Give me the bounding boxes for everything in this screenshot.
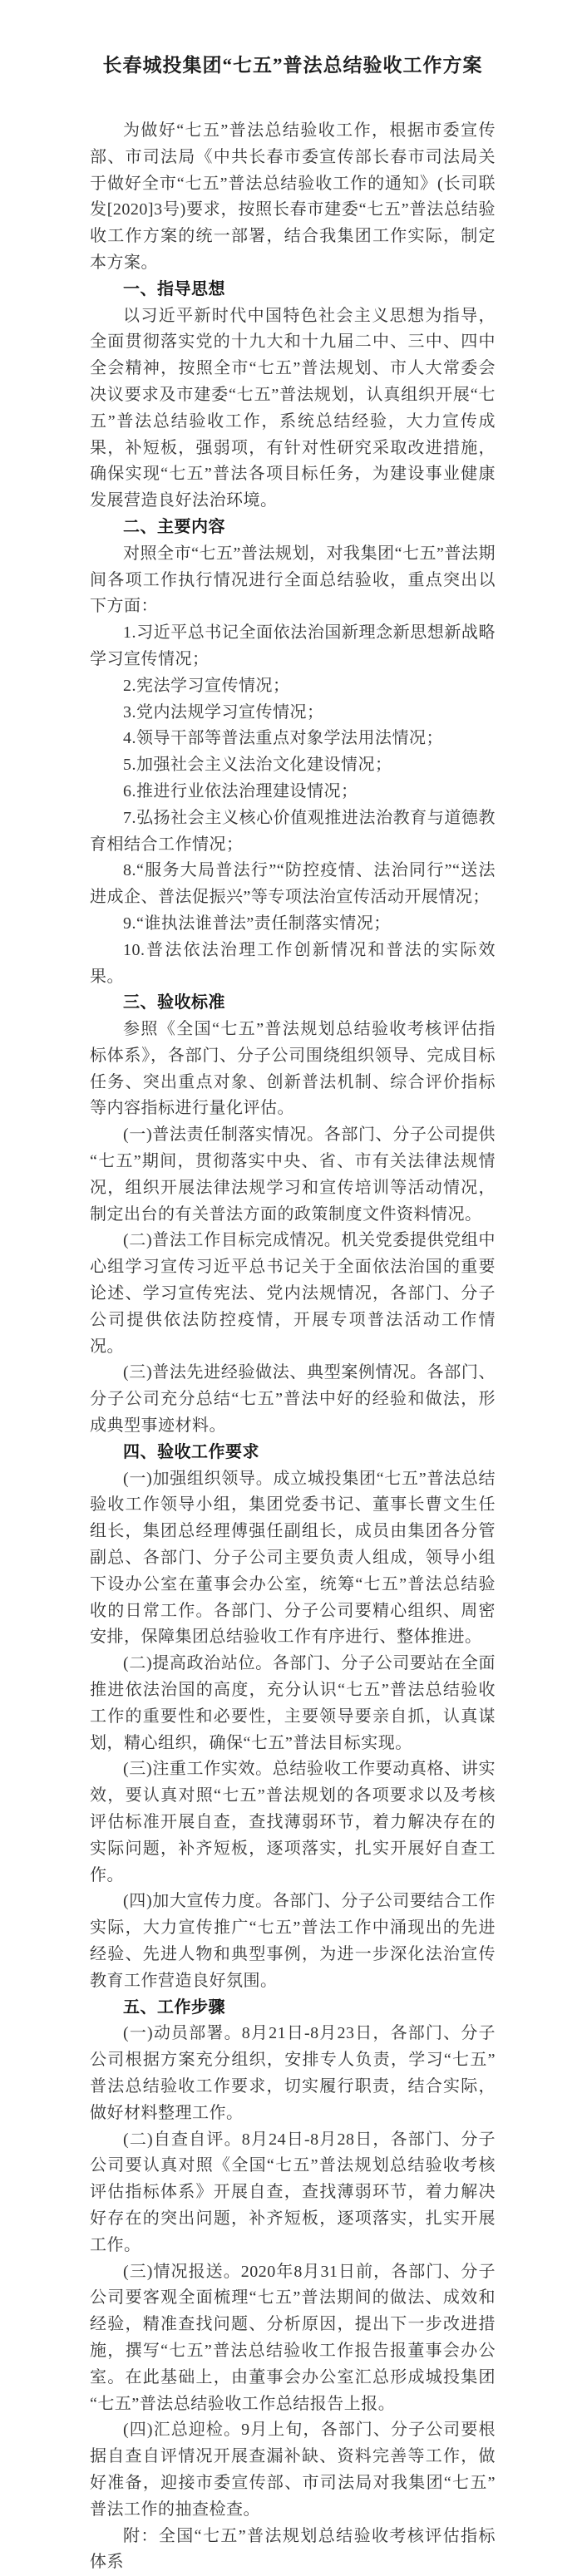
doc-paragraph: (一)加强组织领导。成立城投集团“七五”普法总结验收工作领导小组，集团党委书记、董事长曹文生任组长，集团总经理傅强任副组长，成员由集团各分管副总、各部门、分子公司主要负责人组成，领导小组下设办公室在董事会办公室，统筹“七五”普法总结验收的日常工作。各部门、分子公司要精心组织、周密安排，保障集团总结验收工作有序进行、整体推进。 — [90, 1469, 496, 1647]
list-item-6: 6.推进行业依法治理建设情况； — [123, 781, 358, 800]
doc-paragraph: (一)普法责任制落实情况。各部门、分子公司提供“七五”期间，贯彻落实中央、省、市有关法律法规情况，组织开展法律法规学习和宣传培训等活动情况，制定出台的有关普法方面的政策制度文件资料情况。 — [90, 1125, 496, 1224]
doc-paragraph: 参照《全国“七五”普法规划总结验收考核评估指标体系》，各部门、分子公司围绕组织领导、完成目标任务、突出重点对象、创新普法机制、综合评价指标等内容指标进行量化评估。 — [90, 1020, 496, 1118]
section-heading-2: 二、主要内容 — [123, 517, 225, 536]
section-heading-4: 四、验收工作要求 — [123, 1442, 259, 1461]
doc-paragraph: (三)情况报送。2020年8月31日前，各部门、分子公司要客观全面梳理“七五”普法期间的做法、成效和经验，精准查找问题、分析原因，提出下一步改进措施，撰写“七五”普法总结验收工作报告报董事会办公室。在此基础上，由董事会办公室汇总形成城投集团“七五”普法总结验收工作总结报告上报。 — [90, 2262, 496, 2413]
list-item-10: 10.普法依法治理工作创新情况和普法的实际效果。 — [90, 940, 496, 986]
list-item-2: 2.宪法学习宣传情况； — [123, 676, 290, 695]
section-heading-5: 五、工作步骤 — [123, 1997, 225, 2017]
list-item-9: 9.“谁执法谁普法”责任制落实情况； — [123, 914, 391, 933]
doc-paragraph: (三)普法先进经验做法、典型案例情况。各部门、分子公司充分总结“七五”普法中好的经验和做法，形成典型事迹材料。 — [90, 1363, 496, 1436]
list-item-4: 4.领导干部等普法重点对象学法用法情况； — [123, 729, 443, 748]
section-heading-3: 三、验收标准 — [123, 993, 225, 1012]
doc-paragraph: (二)普法工作目标完成情况。机关党委提供党组中心组学习宣传习近平总书记关于全面依法治国的重要论述、学习宣传宪法、党内法规情况，各部门、分子公司提供依法防控疫情，开展专项普法活动工作情况。 — [90, 1231, 496, 1356]
doc-paragraph: 以习近平新时代中国特色社会主义思想为指导，全面贯彻落实党的十九大和十九届二中、三中、四中全会精神，按照全市“七五”普法规划、市人大常委会决议要求及市建委“七五”普法规划，认真组织开展“七五”普法总结验收工作，系统总结经验，大力宣传成果，补短板，强弱项，有针对性研究采取改进措施，确保实现“七五”普法各项目标任务，为建设事业健康发展营造良好法治环境。 — [90, 306, 496, 510]
doc-paragraph: (二)自查自评。8月24日-8月28日，各部门、分子公司要认真对照《全国“七五”普法规划总结验收考核评估指标体系》开展自查，查找薄弱环节，着力解决好存在的突出问题，补齐短板，逐项落实，扎实开展工作。 — [90, 2130, 496, 2254]
list-item-7: 7.弘扬社会主义核心价值观推进法治教育与道德教育相结合工作情况； — [90, 808, 496, 854]
doc-paragraph: (二)提高政治站位。各部门、分子公司要站在全面推进依法治国的高度，充分认识“七五”普法总结验收工作的重要性和必要性，主要领导要亲自抓，认真谋划，精心组织，确保“七五”普法目标实现。 — [90, 1654, 496, 1752]
list-item-8: 8.“服务大局普法行”“防控疫情、法治同行”“送法进成企、普法促振兴”等专项法治宣传活动开展情况； — [90, 861, 496, 907]
document-title: 长春城投集团“七五”普法总结验收工作方案 — [102, 55, 483, 76]
list-item-3: 3.党内法规学习宣传情况； — [123, 702, 324, 722]
list-item-1: 1.习近平总书记全面依法治国新理念新思想新战略学习宣传情况； — [90, 623, 496, 668]
attachment-note: 附：全国“七五”普法规划总结验收考核评估指标体系 — [90, 2526, 496, 2572]
section-heading-1: 一、指导思想 — [123, 279, 225, 298]
doc-paragraph: 为做好“七五”普法总结验收工作，根据市委宣传部、市司法局《中共长春市委宣传部长春市司法局关于做好全市“七五”普法总结验收工作的通知》(长司联发[2020]3号)要求，按照长春市建委“七五”普法总结验收工作方案的统一部署，结合我集团工作实际，制定本方案。 — [90, 121, 496, 272]
doc-paragraph: (一)动员部署。8月21日-8月23日，各部门、分子公司根据方案充分组织，安排专人负责，学习“七五”普法总结验收工作要求，切实履行职责，结合实际，做好材料整理工作。 — [90, 2024, 496, 2122]
doc-paragraph: (四)加大宣传力度。各部门、分子公司要结合工作实际，大力宣传推广“七五”普法工作中涌现出的先进经验、先进人物和典型事例，为进一步深化法治宣传教育工作营造良好氛围。 — [90, 1892, 496, 1990]
doc-paragraph: (三)注重工作实效。总结验收工作要动真格、讲实效，要认真对照“七五”普法规划的各项要求以及考核评估标准开展自查，查找薄弱环节，着力解决存在的实际问题，补齐短板，逐项落实，扎实开展好自查工作。 — [90, 1760, 496, 1884]
doc-paragraph: 对照全市“七五”普法规划，对我集团“七五”普法期间各项工作执行情况进行全面总结验收，重点突出以下方面： — [90, 544, 496, 616]
doc-paragraph: (四)汇总迎检。9月上旬，各部门、分子公司要根据自查自评情况开展查漏补缺、资料完善等工作，做好准备，迎接市委宣传部、市司法局对我集团“七五”普法工作的抽查检查。 — [90, 2421, 496, 2519]
list-item-5: 5.加强社会主义法治文化建设情况； — [123, 756, 392, 775]
